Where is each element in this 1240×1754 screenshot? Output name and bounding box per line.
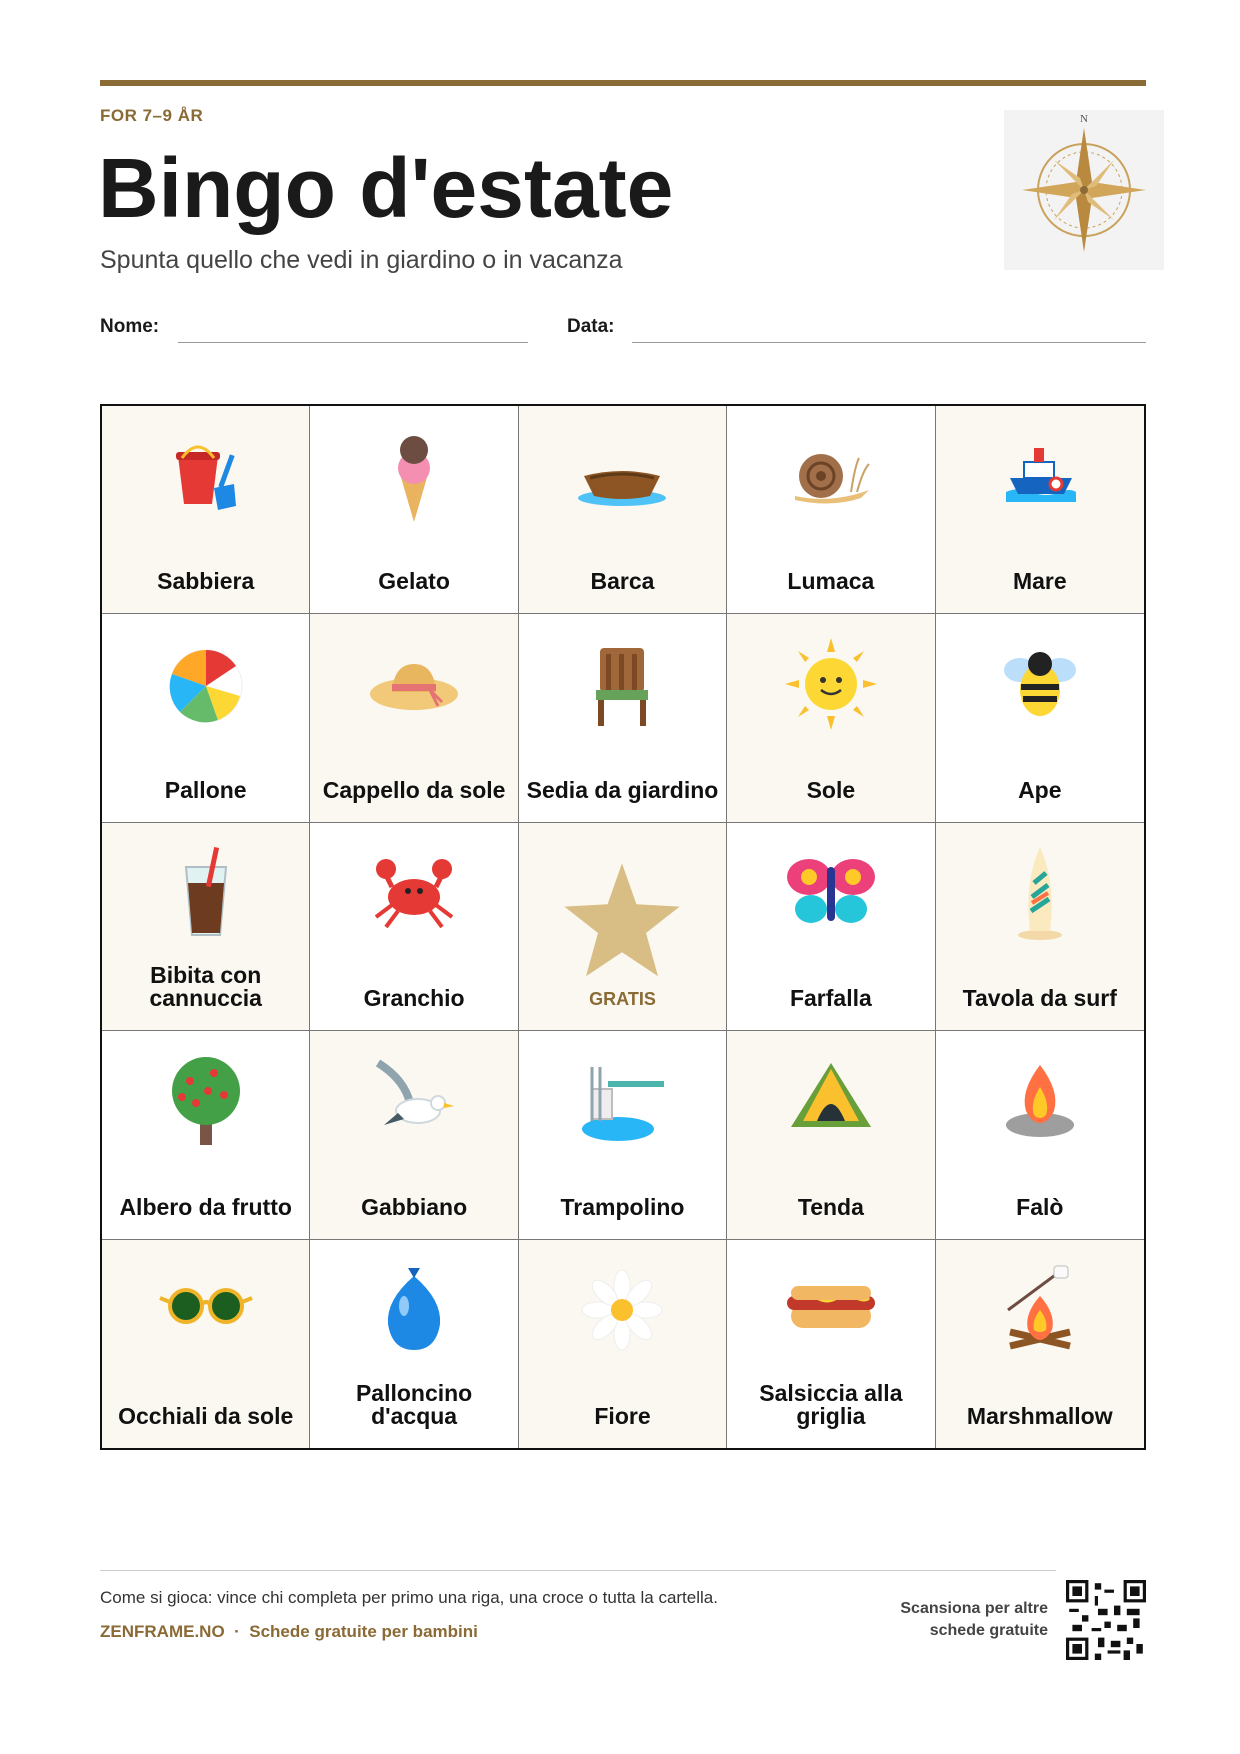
cell-label: Marshmallow xyxy=(966,1402,1113,1429)
how-to-play: Come si gioca: vince chi completa per primo una riga, una croce o tutta la cartella. xyxy=(100,1588,718,1607)
cell-label: Trampolino xyxy=(560,1193,685,1220)
cell-label: Sabbiera xyxy=(157,568,255,595)
cell-label: Gelato xyxy=(378,568,450,595)
free-label: GRATIS xyxy=(589,989,656,1010)
cell-label: Sole xyxy=(806,776,856,803)
cell-label: Mare xyxy=(1012,568,1067,595)
date-field[interactable] xyxy=(632,342,1146,343)
diving-board-icon xyxy=(572,1051,672,1151)
beach-ball-icon xyxy=(156,634,256,734)
cell-label: Pallone xyxy=(164,776,247,803)
tent-icon xyxy=(781,1051,881,1151)
free-cell[interactable] xyxy=(519,823,727,1031)
cell-label: Albero da frutto xyxy=(119,1193,292,1220)
date-label: Data: xyxy=(567,316,615,337)
page-subtitle: Spunta quello che vedi in giardino o in vacanza xyxy=(100,246,623,274)
bingo-cell[interactable] xyxy=(727,614,935,822)
compass-rose-icon xyxy=(1004,110,1164,270)
cell-label: Gabbiano xyxy=(361,1193,468,1220)
bingo-cell[interactable] xyxy=(936,406,1144,614)
cell-label: Sedia da giardino xyxy=(526,776,719,803)
brand-separator: · xyxy=(234,1622,240,1641)
cell-label: Ape xyxy=(1018,776,1062,803)
bingo-grid xyxy=(100,404,1146,1450)
age-range: FOR 7–9 ÅR xyxy=(100,106,204,125)
bingo-cell[interactable] xyxy=(102,1240,310,1448)
fruit-tree-icon xyxy=(156,1051,256,1151)
sunglasses-icon xyxy=(156,1260,256,1360)
qr-code-icon[interactable] xyxy=(1066,1580,1146,1660)
cell-label: Bibita con cannuccia xyxy=(149,962,262,1012)
cell-label: Lumaca xyxy=(787,568,875,595)
bingo-cell[interactable] xyxy=(519,406,727,614)
cell-label: Fiore xyxy=(594,1402,651,1429)
page-title: Bingo d'estate xyxy=(98,141,674,235)
ice-cream-icon xyxy=(364,426,464,526)
cell-label: Palloncino d'acqua xyxy=(355,1379,473,1429)
name-field[interactable] xyxy=(178,342,528,343)
bingo-cell[interactable] xyxy=(936,1240,1144,1448)
cell-label: Tenda xyxy=(797,1193,864,1220)
star-icon xyxy=(560,861,684,981)
compass-letter: N xyxy=(1080,113,1088,125)
bingo-cell[interactable] xyxy=(102,1031,310,1239)
crab-icon xyxy=(364,843,464,943)
bingo-cell[interactable] xyxy=(936,614,1144,822)
cell-label: Occhiali da sole xyxy=(118,1402,294,1429)
footer-divider xyxy=(100,1570,1056,1571)
brand-line xyxy=(100,1622,478,1642)
bingo-cell[interactable] xyxy=(519,614,727,822)
rowboat-icon xyxy=(572,426,672,526)
campfire-icon xyxy=(990,1051,1090,1151)
cell-label: Farfalla xyxy=(789,985,872,1012)
bingo-cell[interactable] xyxy=(727,1031,935,1239)
cell-label: Granchio xyxy=(363,985,465,1012)
sun-icon xyxy=(781,634,881,734)
cell-label: Barca xyxy=(590,568,655,595)
brand-tagline: Schede gratuite per bambini xyxy=(249,1622,478,1641)
scan-line-1: Scansiona per altre xyxy=(900,1600,1048,1617)
bingo-cell[interactable] xyxy=(727,406,935,614)
sun-hat-icon xyxy=(364,634,464,734)
snail-icon xyxy=(781,426,881,526)
bingo-cell[interactable] xyxy=(310,1031,518,1239)
bingo-cell[interactable] xyxy=(310,406,518,614)
bingo-cell[interactable] xyxy=(727,823,935,1031)
top-accent-bar xyxy=(100,80,1146,86)
bingo-cell[interactable] xyxy=(102,406,310,614)
bingo-cell[interactable] xyxy=(936,1031,1144,1239)
name-label: Nome: xyxy=(100,316,160,337)
bingo-cell[interactable] xyxy=(310,823,518,1031)
bingo-cell[interactable] xyxy=(102,823,310,1031)
bingo-cell[interactable] xyxy=(519,1031,727,1239)
marshmallow-fire-icon xyxy=(990,1260,1090,1360)
ship-icon xyxy=(990,426,1090,526)
cell-label: Tavola da surf xyxy=(962,985,1117,1012)
bingo-cell[interactable] xyxy=(102,614,310,822)
scan-text xyxy=(848,1598,1048,1641)
butterfly-icon xyxy=(781,843,881,943)
water-balloon-icon xyxy=(364,1260,464,1360)
bingo-cell[interactable] xyxy=(519,1240,727,1448)
seagull-icon xyxy=(364,1051,464,1151)
bucket-spade-icon xyxy=(156,426,256,526)
cell-label: Cappello da sole xyxy=(322,776,506,803)
scan-line-2: schede gratuite xyxy=(929,1621,1048,1639)
daisy-icon xyxy=(572,1260,672,1360)
surfboard-icon xyxy=(990,843,1090,943)
bingo-cell[interactable] xyxy=(310,1240,518,1448)
bingo-cell[interactable] xyxy=(310,614,518,822)
cell-label: Salsiccia alla griglia xyxy=(759,1379,903,1429)
bee-icon xyxy=(990,634,1090,734)
bingo-cell[interactable] xyxy=(727,1240,935,1448)
bingo-cell[interactable] xyxy=(936,823,1144,1031)
brand-name[interactable]: ZENFRAME.NO xyxy=(100,1622,225,1641)
soda-icon xyxy=(156,843,256,943)
cell-label: Falò xyxy=(1016,1193,1064,1220)
hotdog-icon xyxy=(781,1260,881,1360)
garden-chair-icon xyxy=(572,634,672,734)
